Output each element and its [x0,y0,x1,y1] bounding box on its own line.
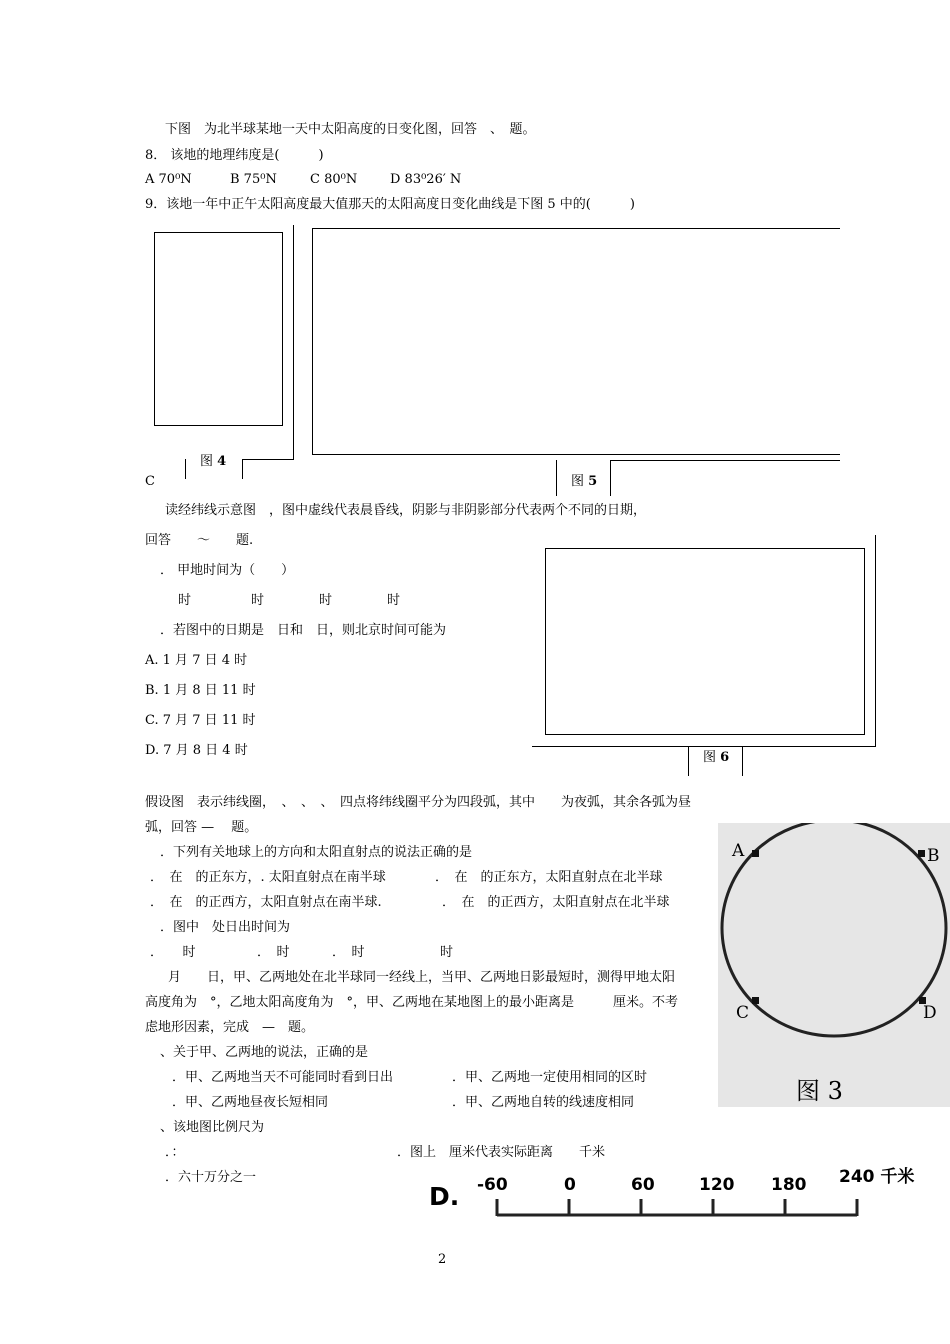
qb-option-d: D. 7 月 8 日 4 时 [145,743,248,758]
qc-option-2: ． 在 的正东方，太阳直射点在北半球 [435,870,663,885]
figure-6-caption-right-tick [742,746,743,776]
qe-option-1: ．甲、乙两地当天不可能同时看到日出 [172,1070,394,1085]
figure-4-frame-right [293,225,294,460]
figure-3-image [718,823,950,1107]
figure-5-image [312,228,840,455]
qa-option-1: 时 [178,593,192,608]
question-d: ．图中 处日出时间为 [160,920,291,935]
question-8: 8． 该地的地理纬度是( ) [145,148,324,163]
intro-line-4c: 虑地形因素，完成 — 题。 [145,1020,315,1035]
scale-bar-svg [425,1165,925,1225]
q8-option-b: B 75⁰N [230,172,277,187]
scale-end-label: 240 千米 [839,1167,915,1187]
intro-line-4b: 高度角为 °，乙地太阳高度角为 °，甲、乙两地在某地图上的最小距离是 厘米。不考 [145,995,679,1010]
qb-option-a: A. 1 月 7 日 4 时 [145,653,248,668]
figure-4-caption-left-tick [185,459,186,479]
intro-line-3b: 弧，回答 — 题。 [145,820,258,835]
figure-5-left-tick [556,460,557,496]
scale-tick-180: 180 [771,1175,807,1195]
point-a-label: A [732,841,745,861]
point-b-label: B [927,846,940,866]
figure-4-frame-bottom [242,459,294,460]
scale-tick-0: 0 [564,1175,576,1195]
scale-tick-neg60: -60 [477,1175,508,1195]
figure-6-frame-right [875,535,876,747]
qf-option-1: ．： [165,1145,185,1160]
point-d-label: D [923,1003,937,1023]
figure-5-right-tick [610,460,611,496]
figure-6-caption-left-tick [688,746,689,776]
qe-option-3: ．甲、乙两地昼夜长短相同 [172,1095,329,1110]
qd-option-4: 时 [440,945,454,960]
qd-option-3: ． 时 [332,945,365,960]
qe-option-2: ．甲、乙两地一定使用相同的区时 [452,1070,648,1085]
qc-option-1: ． 在 的正东方，. 太阳直射点在南半球 [150,870,386,885]
intro-line-4a: 月 日，甲、乙两地处在北半球同一经线上，当甲、乙两地日影最短时，测得甲地太阳 [155,970,676,985]
question-e: 、关于甲、乙两地的说法，正确的是 [160,1045,369,1060]
page-number: 2 [438,1252,447,1267]
intro-line-3a: 假设图 表示纬线圈， 、 、 、 四点将纬线圈平分为四段弧，其中 为夜弧，其余各弧为昼 [145,795,692,810]
option-c-label: C [145,474,155,489]
intro-line-2b: 回答 ～ 题. [145,533,254,548]
scale-option-label: D. [429,1182,460,1211]
figure-5-caption: 图 5 [571,474,598,489]
point-c-label: C [736,1003,750,1023]
question-9: 9．该地一年中正午太阳高度最大值那天的太阳高度日变化曲线是下图 5 中的( ) [145,197,635,212]
intro-line-1: 下图 为北半球某地一天中太阳高度的日变化图，回答 、 题。 [165,122,536,137]
qb-option-b: B. 1 月 8 日 11 时 [145,683,256,698]
figure-4-caption: 图 4 [200,454,227,469]
scale-tick-120: 120 [699,1175,735,1195]
figure-3-caption: 图 3 [796,1077,843,1105]
qf-option-2: ．图上 厘米代表实际距离 千米 [397,1145,606,1160]
qb-option-c: C. 7 月 7 日 11 时 [145,713,256,728]
qe-option-4: ．甲、乙两地自转的线速度相同 [452,1095,635,1110]
question-f: 、该地图比例尺为 [160,1120,265,1135]
figure-4-caption-right-tick [242,459,243,479]
intro-line-2: 读经纬线示意图 ，图中虚线代表晨昏线，阴影与非阴影部分代表两个不同的日期， [165,503,647,518]
question-c: ．下列有关地球上的方向和太阳直射点的说法正确的是 [160,845,473,860]
scale-tick-60: 60 [631,1175,655,1195]
question-b: ．若图中的日期是 日和 日，则北京时间可能为 [160,623,447,638]
q8-option-a: A 70⁰N [145,172,192,187]
figure-6-caption: 图 6 [703,750,730,765]
qd-option-2: ． 时 [257,945,290,960]
scale-bar-figure [425,1165,925,1225]
qa-option-4: 时 [387,593,401,608]
qa-option-2: 时 [251,593,265,608]
figure-6-frame-bottom [532,746,876,747]
latitude-circle-diagram [718,823,950,1107]
figure-5-bottom-rule [610,460,840,461]
q8-option-c: C 80⁰N [310,172,358,187]
q8-option-d: D 83⁰26′ N [390,172,462,187]
qc-option-4: ． 在 的正西方，太阳直射点在北半球 [442,895,670,910]
figure-6-image [545,548,865,735]
qf-option-3: ．六十万分之一 [165,1170,257,1185]
figure-4-image [154,232,283,426]
question-a: ． 甲地时间为（ ） [160,563,295,578]
qd-option-1: ． 时 [150,945,196,960]
qa-option-3: 时 [319,593,333,608]
qc-option-3: ． 在 的正西方，太阳直射点在南半球. [150,895,382,910]
